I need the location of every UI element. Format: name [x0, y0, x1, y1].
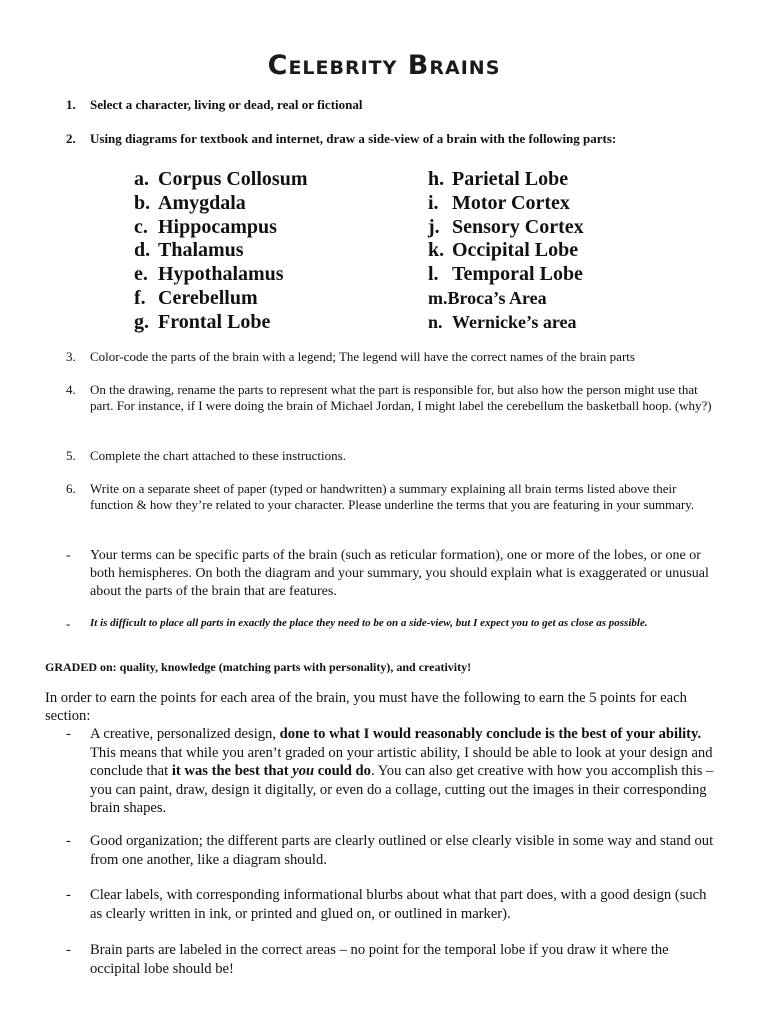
item-number: 2.	[66, 131, 76, 146]
dash-bullet: -	[66, 548, 71, 563]
dash-bullet: -	[66, 833, 71, 849]
item-text: Your terms can be specific parts of the brain (such as reticular formation), one or more of the lobes, or one or both hemispheres. On both the diagram and your summary, you should explain what is exaggerated or unusual about the parts of the brain that are features.	[90, 548, 709, 599]
brain-parts-right-column	[428, 168, 584, 335]
item-text: Select a character, living or dead, real or fictional	[90, 97, 363, 112]
brain-part-item: l. Temporal Lobe	[428, 263, 583, 286]
brain-part-item: d. Thalamus	[134, 239, 244, 262]
item-text: On the drawing, rename the parts to represent what the part is responsible for, but also how the person might use that part. For instance, if I were doing the brain of Michael Jordan, I might label the cerebellum the basketball hoop. (why?)	[90, 382, 712, 413]
brain-parts-left-column	[134, 168, 307, 335]
brain-part-item: a. Corpus Collosum	[134, 168, 308, 190]
item-text: Brain parts are labeled in the correct areas – no point for the temporal lobe if you draw it where the occipital lobe should be!	[90, 942, 669, 977]
item-text: Using diagrams for textbook and internet, draw a side-view of a brain with the following parts:	[90, 131, 617, 146]
intro-paragraph: In order to earn the points for each area of the brain, you must have the following to earn the 5 points for each section:	[45, 690, 687, 724]
brain-part-item: i. Motor Cortex	[428, 191, 570, 214]
item-text: Color-code the parts of the brain with a legend; The legend will have the correct names of the brain parts	[90, 349, 635, 364]
item-number: 3.	[66, 349, 76, 364]
item-number: 1.	[66, 97, 76, 112]
brain-part-item: n. Wernicke’s area	[428, 311, 577, 332]
brain-part-item: j. Sensory Cortex	[428, 215, 584, 238]
brain-part-item: m.Broca’s Area	[428, 287, 547, 308]
dash-bullet: -	[66, 887, 71, 903]
brain-part-item: b. Amygdala	[134, 191, 246, 214]
note-text: It is difficult to place all parts in exactly the place they need to be on a side-view, but I expect you to get as close as possible.	[90, 617, 648, 629]
page-title: Celebrity Brains	[267, 50, 501, 81]
item-text: Complete the chart attached to these instructions.	[90, 448, 346, 463]
graded-criteria: GRADED on: quality, knowledge (matching parts with personality), and creativity!	[45, 660, 472, 674]
brain-part-item: c. Hippocampus	[134, 215, 277, 238]
brain-part-item: f. Cerebellum	[134, 286, 258, 309]
brain-part-item: g. Frontal Lobe	[134, 310, 271, 333]
item-text: Clear labels, with corresponding informational blurbs about what that part does, with a good design (such as clearly written in ink, or printed and glued on, or outlined in marker).	[90, 887, 707, 922]
item-number: 6.	[66, 481, 76, 496]
item-text: Good organization; the different parts are clearly outlined or else clearly visible in some way and stand out from one another, like a diagram should.	[90, 833, 714, 868]
item-number: 5.	[66, 448, 76, 463]
item-number: 4.	[66, 382, 76, 397]
brain-part-item: e. Hypothalamus	[134, 263, 284, 286]
dash-bullet: -	[66, 942, 71, 958]
item-text: A creative, personalized design, done to what I would reasonably conclude is the best of your ability. This means that while you aren’t graded on your artistic ability, I should be able to look at your design and conclude that it was the best that you could do. You can also get creative with how you accomplish this – you can paint, draw, design it digitally, or even do a collage, cutting out the images in their corresponding brain shapes.	[90, 726, 714, 816]
dash-bullet: -	[66, 726, 71, 742]
brain-part-item: h. Parietal Lobe	[428, 168, 569, 190]
brain-part-item: k. Occipital Lobe	[428, 239, 579, 262]
item-text: Write on a separate sheet of paper (typed or handwritten) a summary explaining all brain terms listed above their function & how they’re related to your character. Please underline the terms that you are featuring in your summary.	[90, 481, 695, 512]
dash-bullet: -	[66, 616, 71, 631]
